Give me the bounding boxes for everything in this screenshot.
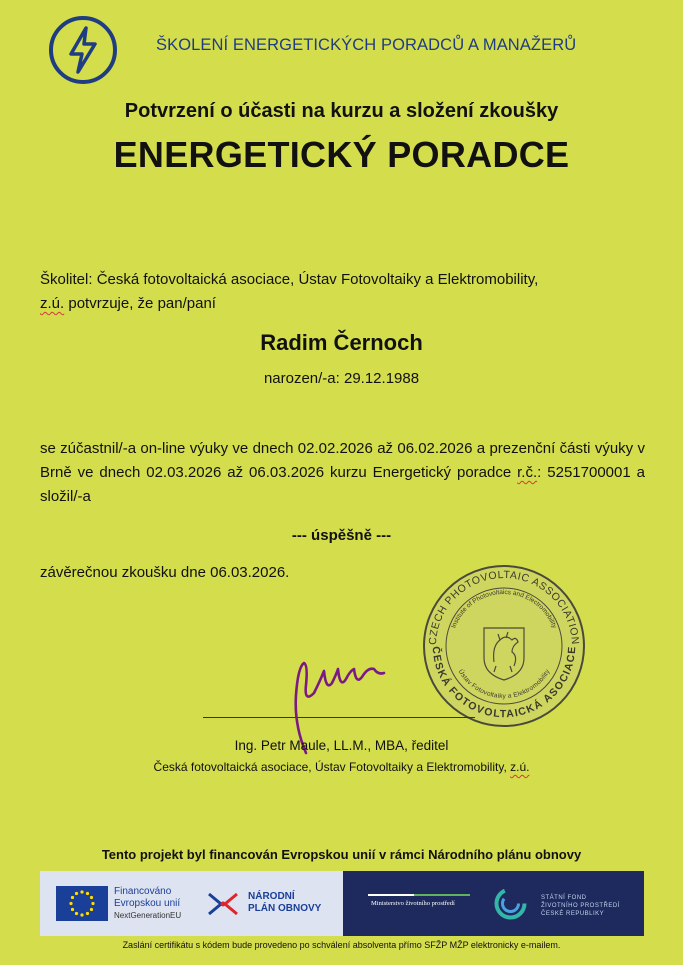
- course-text-part1: se zúčastnil/-a on-line výuky ve dnech 02.02.2026 až 06.02.2026 a prezenční části výuky v Brně ve dnech 02.03.2026 až 06.03.2026 kurzu Energetický poradce: [40, 440, 645, 481]
- association-seal: [420, 562, 588, 730]
- course-text-part2: : 5251700001 a složil/-a: [40, 464, 645, 505]
- seal-inner-bottom: Ústav Fotovoltaiky a Elektromobility: [456, 668, 552, 701]
- seal-inner-top: Institute of Photovoltaics and Electromobility: [450, 588, 558, 630]
- eu-line3: NextGenerationEU: [114, 911, 182, 920]
- organization-zu: z.ú.: [510, 760, 530, 774]
- funding-band-left: [40, 871, 343, 936]
- certificate-title: ENERGETICKÝ PORADCE: [113, 134, 570, 175]
- footer-note: Zaslání certifikátu s kódem bude provedeno po schválení absolventa přímo SFŽP MŽP elektronicky e-mailem.: [122, 940, 561, 950]
- mzp-line-decoration: [368, 894, 470, 896]
- npo-line1: NÁRODNÍ: [248, 891, 295, 902]
- course-statement: [40, 437, 645, 509]
- funding-statement: Tento projekt byl financován Evropskou unií v rámci Národního plánu obnovy: [101, 847, 582, 862]
- sfzp-line2: ŽIVOTNÍHO PROSTŘEDÍ: [541, 903, 620, 909]
- participant-name: Radim Černoch: [260, 330, 423, 355]
- npo-line2: PLÁN OBNOVY: [248, 903, 322, 914]
- course-rc: r.č.: [517, 464, 538, 481]
- eu-flag-icon: [56, 886, 108, 921]
- sfzp-line1: STÁTNÍ FOND: [541, 895, 587, 901]
- npo-text: [248, 891, 321, 915]
- npo-logo-icon: [205, 888, 241, 920]
- certificate-subtitle: Potvrzení o účasti na kurzu a složení zkoušky: [124, 100, 559, 122]
- trainer-zu: z.ú.: [40, 295, 65, 312]
- funding-band-right: [343, 871, 644, 936]
- eu-line1: Financováno: [114, 886, 172, 897]
- success-line: --- úspěšně ---: [291, 527, 392, 544]
- organization-name: Česká fotovoltaická asociace, Ústav Fotovoltaiky a Elektromobility,: [153, 760, 511, 774]
- birth-date: narozen/-a: 29.12.1988: [263, 370, 420, 387]
- sfzp-logo-icon: [493, 886, 528, 921]
- trainer-line2: potvrzuje, že pan/paní: [64, 295, 216, 312]
- exam-line: závěrečnou zkoušku dne 06.03.2026.: [40, 564, 290, 581]
- eu-line2: Evropskou unií: [114, 898, 181, 909]
- seal-outer-top: CZECH PHOTOVOLTAIC ASSOCIATION: [426, 568, 582, 646]
- header-title: ŠKOLENÍ ENERGETICKÝCH PORADCŮ A MANAŽERŮ: [156, 36, 577, 54]
- trainer-line1: Školitel: Česká fotovoltaická asociace, Ústav Fotovoltaiky a Elektromobility,: [40, 271, 539, 288]
- trainer-statement: [40, 268, 645, 316]
- director-name: Ing. Petr Maule, LL.M., MBA, ředitel: [234, 738, 449, 753]
- organization-line: [0, 760, 683, 774]
- sfzp-text: [541, 894, 620, 918]
- sfzp-line3: ČESKÉ REPUBLIKY: [541, 911, 605, 917]
- funding-logos-band: [40, 871, 644, 936]
- lightning-bolt-icon: [47, 14, 119, 86]
- eu-funding-text: [114, 886, 181, 922]
- mzp-name: Ministerstvo životního prostředí: [371, 900, 455, 907]
- seal-outer-bottom: ČESKÁ FOTOVOLTAICKÁ ASOCIACE: [429, 645, 579, 721]
